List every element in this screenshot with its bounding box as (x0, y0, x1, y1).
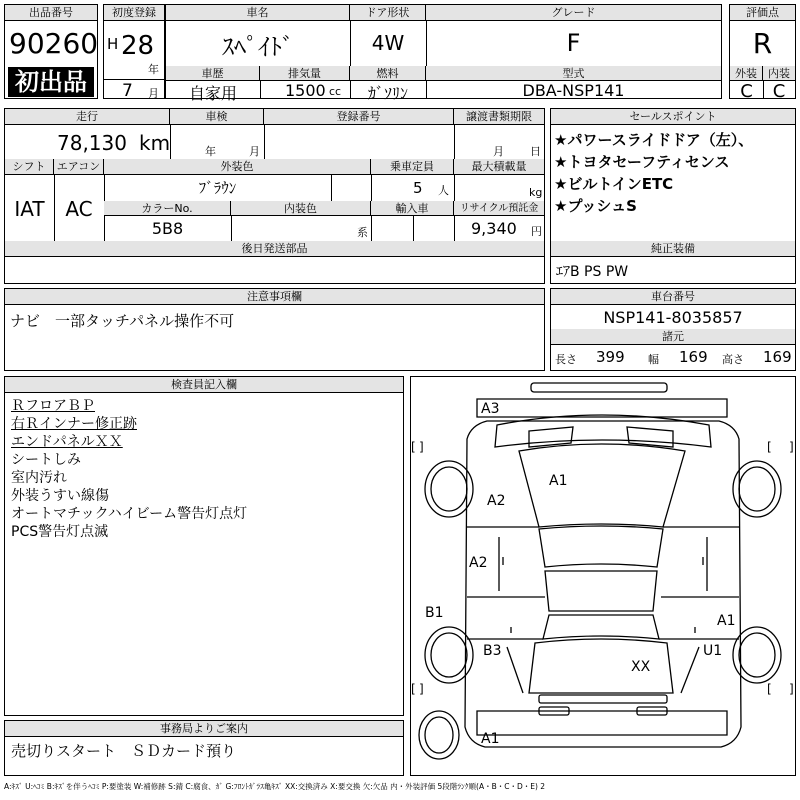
svg-text:]: ] (789, 440, 794, 454)
lot-label: 出品番号 (5, 5, 97, 21)
sales-point: ★ビルトインETC (554, 175, 674, 193)
equipment-label: 純正装備 (551, 241, 795, 257)
registration-label: 登録番号 (264, 109, 454, 125)
length: 399 (596, 348, 625, 366)
legend: A:ｷｽﾞ U:ﾍｺﾐ B:ｷｽﾞを伴うﾍｺﾐ P:要塗装 W:補修跡 S:錆 C:腐食、ｶﾞ G:ﾌﾛﾝﾄｶﾞﾗｽ亀ｷｽﾞ XX:交換済み X:要交換 欠:欠品 内・外装評価 5段階ﾗﾝｸ順(A・B・C・D・E) 2 (4, 782, 546, 791)
office-block (4, 720, 404, 776)
rating-label: 評価点 (730, 5, 795, 21)
mileage-label: 走行 (5, 109, 170, 125)
rating-cell (729, 4, 796, 102)
int-color-label: 内装色 (231, 201, 371, 216)
color-no-label: カラーNo. (104, 201, 231, 216)
month: 7 (122, 81, 133, 101)
ext-color-label: 外装色 (104, 159, 371, 175)
grade: F (566, 29, 581, 57)
transfer-month-unit: 月 (493, 145, 504, 158)
inspection-year-unit: 年 (205, 145, 216, 158)
first-listing-badge: 初出品 (8, 67, 94, 97)
era: H (107, 35, 119, 53)
car-diagram (410, 376, 796, 776)
exterior-label: 外装 (730, 66, 763, 81)
shift: IAT (14, 197, 45, 221)
import-label: 輸入車 (371, 201, 454, 216)
inspector-line: PCS警告灯点滅 (11, 524, 109, 540)
height: 169 (763, 348, 792, 366)
notes-label: 注意事項欄 (5, 289, 544, 305)
svg-text:[: [ (767, 440, 772, 454)
mark-rear-deck: XX (631, 659, 651, 675)
chassis-number: NSP141-8035857 (603, 308, 743, 327)
svg-text:]: ] (419, 682, 424, 696)
mark-left-rear: B3 (483, 643, 502, 659)
notes-block (4, 288, 545, 371)
inspector-line: エンドパネルＸＸ (11, 434, 123, 450)
office-text: 売切りスタート ＳＤカード預り (11, 742, 237, 760)
mark-front-bumper: A3 (481, 401, 500, 417)
ac: AC (65, 197, 93, 221)
width: 169 (679, 348, 708, 366)
transfer-day-unit: 日 (530, 145, 541, 158)
svg-text:[: [ (411, 682, 416, 696)
height-label: 高さ (722, 353, 744, 366)
mileage-unit: km (139, 131, 171, 155)
chassis-block (550, 288, 796, 371)
inspector-line: 右Ｒインナー修正跡 (11, 416, 137, 432)
length-label: 長さ (555, 353, 577, 366)
inspection-month-unit: 月 (249, 145, 260, 158)
width-label: 幅 (648, 353, 659, 366)
mark-hood: A1 (549, 473, 568, 489)
sales-points-block (550, 108, 796, 284)
mark-left-door: A2 (469, 555, 488, 571)
inspector-line: 外装うすい線傷 (11, 488, 109, 504)
fuel-label: 燃料 (350, 66, 426, 81)
equipment: ｴｱB PS PW (556, 264, 629, 280)
history: 自家用 (188, 84, 237, 103)
inspector-line: 室内汚れ (11, 470, 67, 486)
sales-point: ★プッシュS (554, 197, 637, 215)
grade-label: グレード (426, 5, 721, 21)
mark-right-rear-quarter: A1 (717, 613, 736, 629)
displacement-unit: cc (329, 85, 342, 98)
sales-point: ★パワースライドドア（左）、 (554, 131, 754, 149)
recycle-unit: 円 (531, 225, 542, 238)
svg-text:]: ] (789, 682, 794, 696)
capacity: 5 (413, 179, 423, 197)
svg-text:]: ] (419, 440, 424, 454)
month-unit: 月 (148, 87, 159, 100)
capacity-unit: 人 (438, 184, 449, 197)
year: 28 (121, 31, 155, 61)
inspector-line: シートしみ (11, 452, 81, 468)
mark-right-rear: U1 (703, 643, 723, 659)
later-parts-label: 後日発送部品 (5, 241, 544, 257)
displacement: 1500 (285, 81, 326, 100)
inspection-label: 車検 (170, 109, 264, 125)
recycle-label: リサイクル預託金 (454, 201, 544, 216)
sales-points-label: セールスポイント (551, 109, 795, 125)
lot-number-cell (4, 4, 98, 99)
year-unit: 年 (148, 63, 159, 76)
notes-text: ナビ 一部タッチパネル操作不可 (10, 312, 235, 330)
capacity-label: 乗車定員 (371, 159, 454, 175)
interior-label: 内装 (763, 66, 795, 81)
interior-score: C (772, 81, 786, 102)
door-label: ドア形状 (350, 5, 426, 21)
rating: R (752, 27, 773, 60)
mark-left-front-fender: A2 (487, 493, 506, 509)
inspector-block (4, 376, 404, 716)
mileage: 78,130 (57, 131, 127, 155)
lot-number: 90260 (9, 27, 99, 60)
max-load-unit: kg (529, 186, 543, 199)
chassis-label: 車台番号 (551, 289, 795, 305)
ext-color: ﾌﾞﾗｳﾝ (198, 179, 237, 197)
specs-label: 諸元 (551, 329, 795, 345)
exterior-score: C (740, 81, 753, 102)
name-grade-cell (165, 4, 722, 103)
ac-label: エアコン (54, 159, 104, 175)
displacement-label: 排気量 (260, 66, 350, 81)
car-outline-icon (411, 377, 795, 775)
car-name-label: 車名 (166, 5, 350, 21)
first-reg-label: 初度登録 (104, 5, 164, 21)
mark-left-rear-quarter: B1 (425, 605, 444, 621)
details-block (4, 108, 545, 284)
model: DBA-NSP141 (522, 81, 625, 100)
svg-text:[: [ (411, 440, 416, 454)
inspector-label: 検査員記入欄 (5, 377, 403, 393)
recycle: 9,340 (471, 219, 517, 238)
inspector-line: ＲフロアＢＰ (11, 398, 95, 414)
shift-label: シフト (5, 159, 54, 175)
svg-text:[: [ (767, 682, 772, 696)
color-no: 5B8 (151, 219, 184, 238)
door: 4W (371, 31, 405, 55)
inspector-line: オートマチックハイビーム警告灯点灯 (11, 506, 248, 522)
model-label: 型式 (426, 66, 721, 81)
car-name: ｽﾍﾟｲﾄﾞ (222, 33, 294, 61)
history-label: 車歴 (166, 66, 260, 81)
mark-rear-bumper: A1 (481, 731, 500, 747)
first-reg-cell (103, 4, 165, 99)
sales-point: ★トヨタセーフティセンス (554, 153, 730, 171)
int-color-unit: 系 (357, 226, 368, 239)
office-label: 事務局よりご案内 (5, 721, 403, 737)
transfer-label: 譲渡書類期限 (454, 109, 544, 125)
max-load-label: 最大積載量 (454, 159, 544, 175)
fuel: ｶﾞｿﾘﾝ (367, 84, 408, 103)
